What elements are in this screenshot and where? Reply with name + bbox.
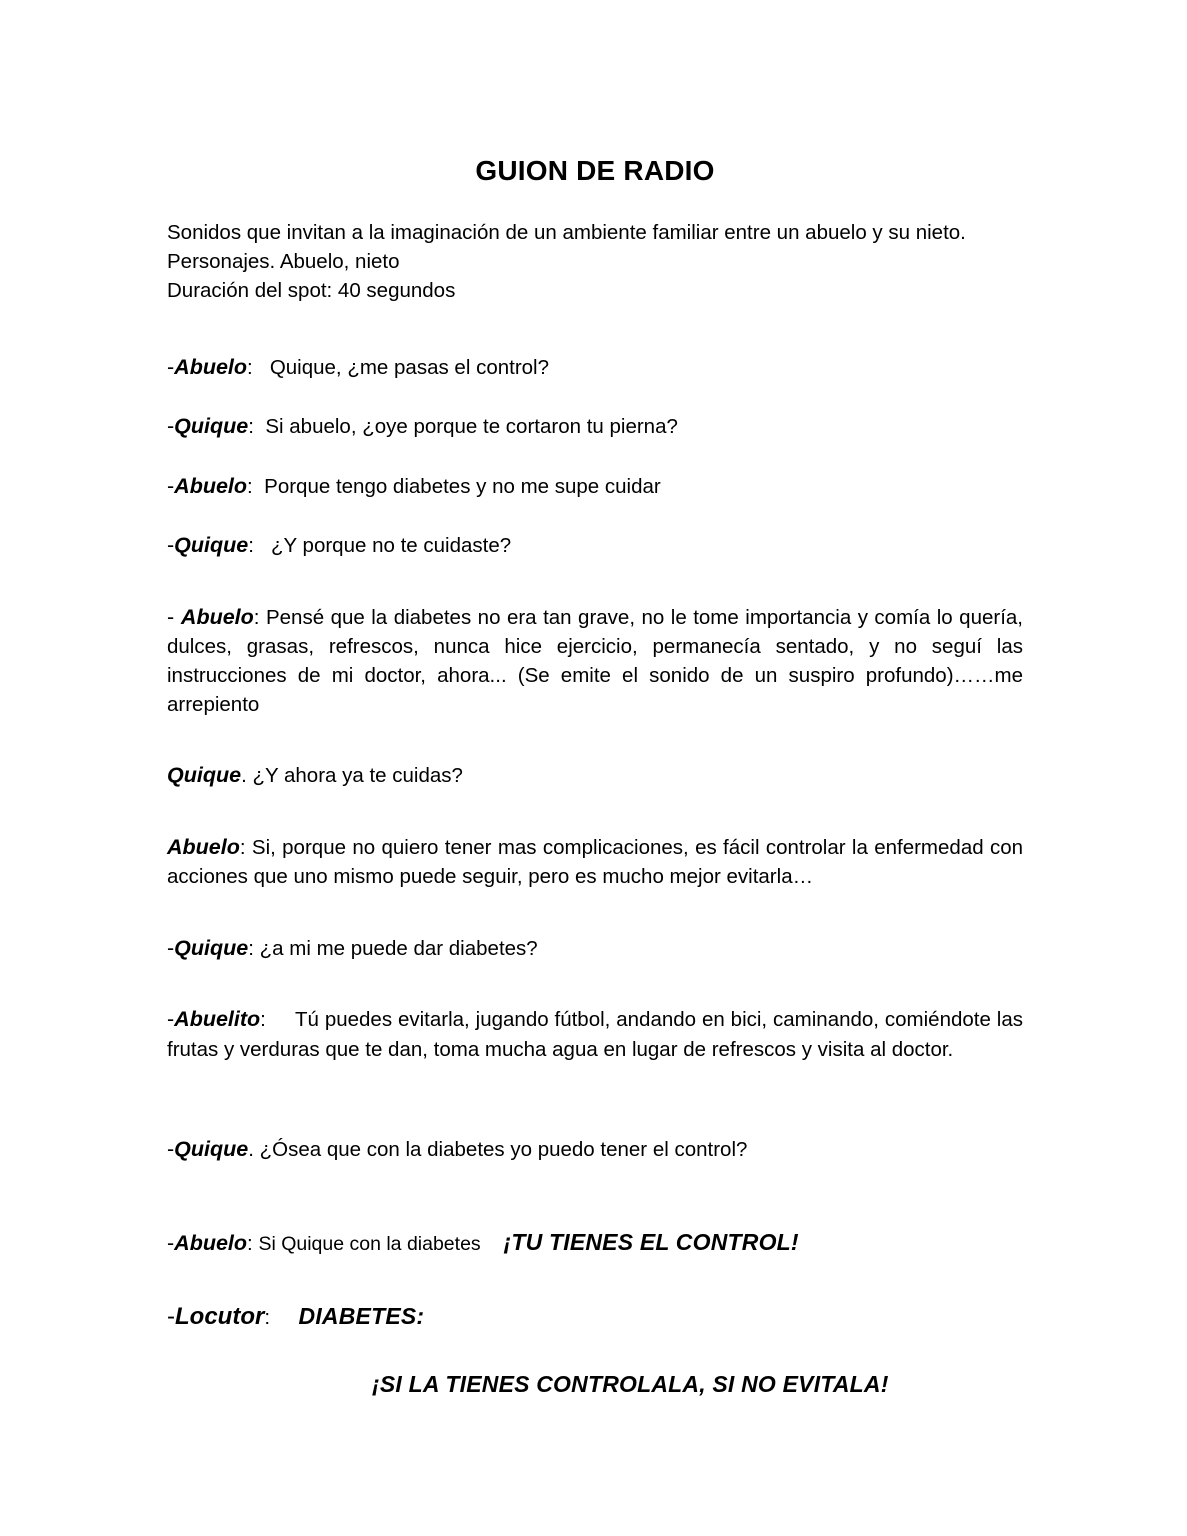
speaker-separator: . (248, 1137, 254, 1161)
speaker-label (167, 355, 247, 379)
closing-locutor-line (167, 1300, 1023, 1334)
speaker-label (167, 605, 254, 629)
speaker-gap (270, 1306, 298, 1329)
speaker-dash: - (167, 533, 175, 558)
script-line (167, 471, 1023, 502)
speaker-label (167, 763, 241, 787)
speaker-dash: - (167, 414, 175, 439)
speaker-dash: - (167, 1302, 175, 1330)
speaker-name: Abuelito (174, 1007, 261, 1032)
speaker-name: Quique (174, 414, 249, 439)
speaker-name: Quique (174, 935, 249, 960)
speaker-label (167, 1007, 260, 1031)
locutor-text: DIABETES: (298, 1302, 425, 1329)
dialogue-text: Si, porque no quiero tener mas complicaciones, es fácil controlar la enfermedad con acciones que uno mismo puede seguir, pero es mucho mejor evitarla… (167, 835, 1024, 889)
intro-line-2: Personajes. Abuelo, nieto (167, 250, 400, 274)
page-title: GUION DE RADIO (475, 155, 715, 186)
dialogue-text: Pensé que la diabetes no era tan grave, no le tome importancia y comía lo quería, dulces, grasas, refrescos, nunca hice ejercicio, permanecía sentado, y no seguí las instrucciones de mi doctor, ahora... (Se emite el sonido de un suspiro profundo)……me arrepiento (167, 605, 1023, 717)
speaker-name: Locutor (175, 1302, 265, 1330)
speaker-dash: - (167, 1136, 175, 1161)
speaker-label (167, 936, 248, 960)
document-content (167, 0, 1023, 1401)
speaker-name: Abuelo (174, 1231, 248, 1256)
tagline-control: ¡TU TIENES EL CONTROL! (503, 1229, 799, 1256)
speaker-separator: : (248, 534, 254, 558)
dialogue-block (167, 306, 1023, 1401)
dialogue-text: ¿a mi me puede dar diabetes? (259, 936, 538, 960)
speaker-label-locutor (167, 1303, 264, 1330)
intro-block (167, 187, 1023, 305)
speaker-dash: - (167, 604, 181, 629)
intro-line-3: Duración del spot: 40 segundos (167, 279, 456, 303)
dialogue-text: ¿Y porque no te cuidaste? (271, 534, 512, 558)
speaker-dash: - (167, 1231, 175, 1256)
dialogue-text: Tú puedes evitarla, jugando fútbol, andando en bici, caminando, comiéndote las frutas y verduras que te dan, toma mucha agua en lugar de refrescos y visita al doctor. (167, 1008, 1023, 1061)
script-line (167, 1004, 1023, 1064)
speaker-gap (253, 475, 264, 498)
speaker-separator: : (247, 1232, 253, 1256)
script-line (167, 933, 1023, 964)
speaker-name: Abuelo (180, 604, 254, 629)
intro-line-1: Sonidos que invitan a la imaginación de un ambiente familiar entre un abuelo y su nieto. (167, 221, 966, 245)
dialogue-text: ¿Ósea que con la diabetes yo puedo tener el control? (259, 1137, 748, 1161)
speaker-dash: - (167, 473, 175, 498)
speaker-dash: - (167, 354, 175, 379)
script-line (167, 530, 1023, 561)
speaker-name: Abuelo (174, 473, 248, 498)
speaker-label (167, 835, 240, 859)
speaker-separator: : (248, 415, 254, 439)
speaker-label (167, 1231, 247, 1255)
speaker-label (167, 474, 247, 498)
speaker-name: Abuelo (174, 354, 248, 379)
dialogue-text: Porque tengo diabetes y no me supe cuidar (264, 474, 661, 498)
script-line (167, 602, 1023, 720)
dialogue-text: Si Quique con la diabetes (258, 1233, 481, 1256)
speaker-label (167, 414, 248, 438)
speaker-dash: - (167, 1007, 175, 1032)
speaker-name: Quique (167, 763, 242, 788)
script-line (167, 1134, 1023, 1165)
speaker-separator: : (264, 1305, 271, 1329)
script-line (167, 411, 1023, 442)
speaker-gap (266, 1008, 295, 1031)
speaker-separator: : (247, 474, 253, 498)
speaker-name: Quique (174, 533, 249, 558)
dialogue-text: Quique, ¿me pasas el control? (269, 355, 550, 379)
slogan-text: ¡SI LA TIENES CONTROLALA, SI NO EVITALA! (372, 1370, 889, 1397)
speaker-label (167, 533, 248, 557)
speaker-separator: . (241, 764, 247, 788)
speaker-separator: : (260, 1008, 266, 1032)
script-line (167, 760, 1023, 791)
dialogue-text: ¿Y ahora ya te cuidas? (252, 764, 463, 788)
speaker-dash: - (167, 935, 175, 960)
closing-slogan-line (167, 1368, 1023, 1401)
speaker-separator: : (248, 936, 254, 960)
closing-abuelo-line (167, 1226, 1023, 1259)
speaker-separator: : (253, 605, 260, 629)
script-line (167, 352, 1023, 383)
speaker-separator: : (239, 835, 246, 859)
speaker-separator: : (247, 355, 253, 379)
speaker-gap (254, 534, 271, 557)
dialogue-text: Si abuelo, ¿oye porque te cortaron tu pierna? (265, 415, 678, 439)
speaker-name: Abuelo (167, 834, 240, 859)
shout-gap (481, 1232, 504, 1255)
speaker-label (167, 1137, 248, 1161)
speaker-name: Quique (174, 1136, 249, 1161)
script-line (167, 832, 1023, 892)
speaker-gap (254, 415, 265, 438)
speaker-gap (253, 356, 270, 379)
